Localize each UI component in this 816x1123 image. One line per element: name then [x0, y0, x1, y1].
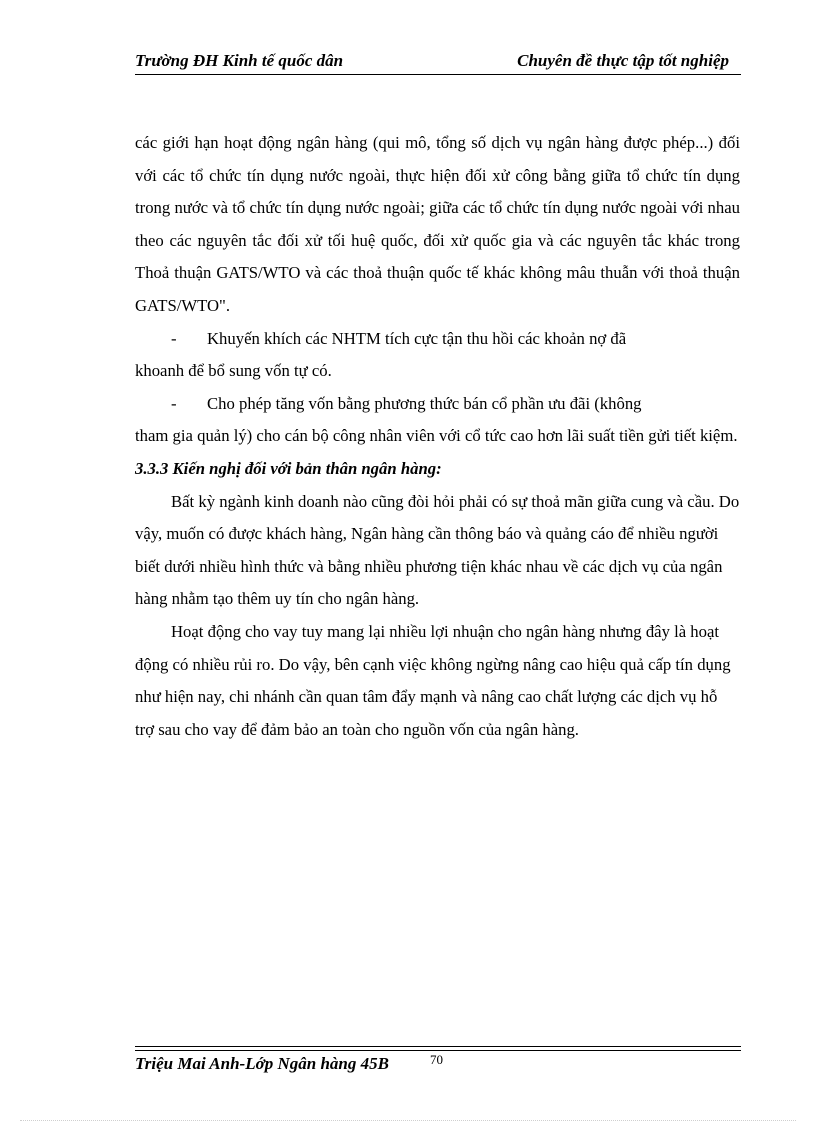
page-body [135, 127, 740, 746]
section-heading: 3.3.3 Kiến nghị đối với bản thân ngân hàng: [135, 458, 442, 478]
bullet-item-2 [135, 388, 740, 421]
paragraph-continuation: các giới hạn hoạt động ngân hàng (qui mô, tổng số dịch vụ ngân hàng được phép...) đối với các tổ chức tín dụng nước ngoài, thực hiện đối xử công bằng giữa tổ chức tín dụng trong nước và tổ chức tín dụng nước ngoài; giữa các tổ chức tín dụng nước ngoài với nhau theo các nguyên tắc đối xử tối huệ quốc, đối xử quốc gia và các nguyên tắc khác trong Thoả thuận GATS/WTO và các thoả thuận quốc tế khác không mâu thuẫn với thoả thuận GATS/WTO". [135, 133, 740, 315]
bullet-item-1 [135, 323, 740, 356]
header-university: Trường ĐH Kinh tế quốc dân [135, 51, 344, 70]
footer-divider [135, 1046, 741, 1051]
paragraph-lending: Hoạt động cho vay tuy mang lại nhiều lợi nhuận cho ngân hàng nhưng đây là hoạt động có nhiều rủi ro. Do vậy, bên cạnh việc không ngừng nâng cao hiệu quả cấp tín dụng như hiện nay, chi nhánh cần quan tâm đẩy mạnh và nâng cao chất lượng các dịch vụ hỗ trợ sau cho vay để đảm bảo an toàn cho nguồn vốn của ngân hàng. [135, 621, 731, 739]
bullet-2-rest: tham gia quản lý) cho cán bộ công nhân viên với cổ tức cao hơn lãi suất tiền gửi tiết kiệm. [135, 426, 738, 446]
bullet-dash: - [171, 328, 177, 348]
page-header [135, 48, 741, 75]
footer-author: Triệu Mai Anh-Lớp Ngân hàng 45B [135, 1054, 389, 1073]
page-number: 70 [430, 1052, 443, 1067]
bullet-1-first-line: Khuyến khích các NHTM tích cực tận thu hồi các khoản nợ đã [207, 328, 627, 348]
bullet-1-rest: khoanh để bổ sung vốn tự có. [135, 361, 332, 381]
bullet-dash: - [171, 393, 177, 413]
paragraph-advertising: Bất kỳ ngành kinh doanh nào cũng đòi hỏi phải có sự thoả mãn giữa cung và cầu. Do vậy, muốn có được khách hàng, Ngân hàng cần thông báo và quảng cáo để nhiều người biết dưới nhiều hình thức và bằng nhiều phương tiện khác nhau về các dịch vụ của ngân hàng nhằm tạo thêm uy tín cho ngân hàng. [135, 491, 740, 609]
header-report-title: Chuyên đề thực tập tốt nghiệp [517, 51, 729, 70]
bullet-2-first-line: Cho phép tăng vốn bằng phương thức bán cổ phần ưu đãi (không [207, 393, 642, 413]
page-edge-divider [20, 1120, 796, 1121]
